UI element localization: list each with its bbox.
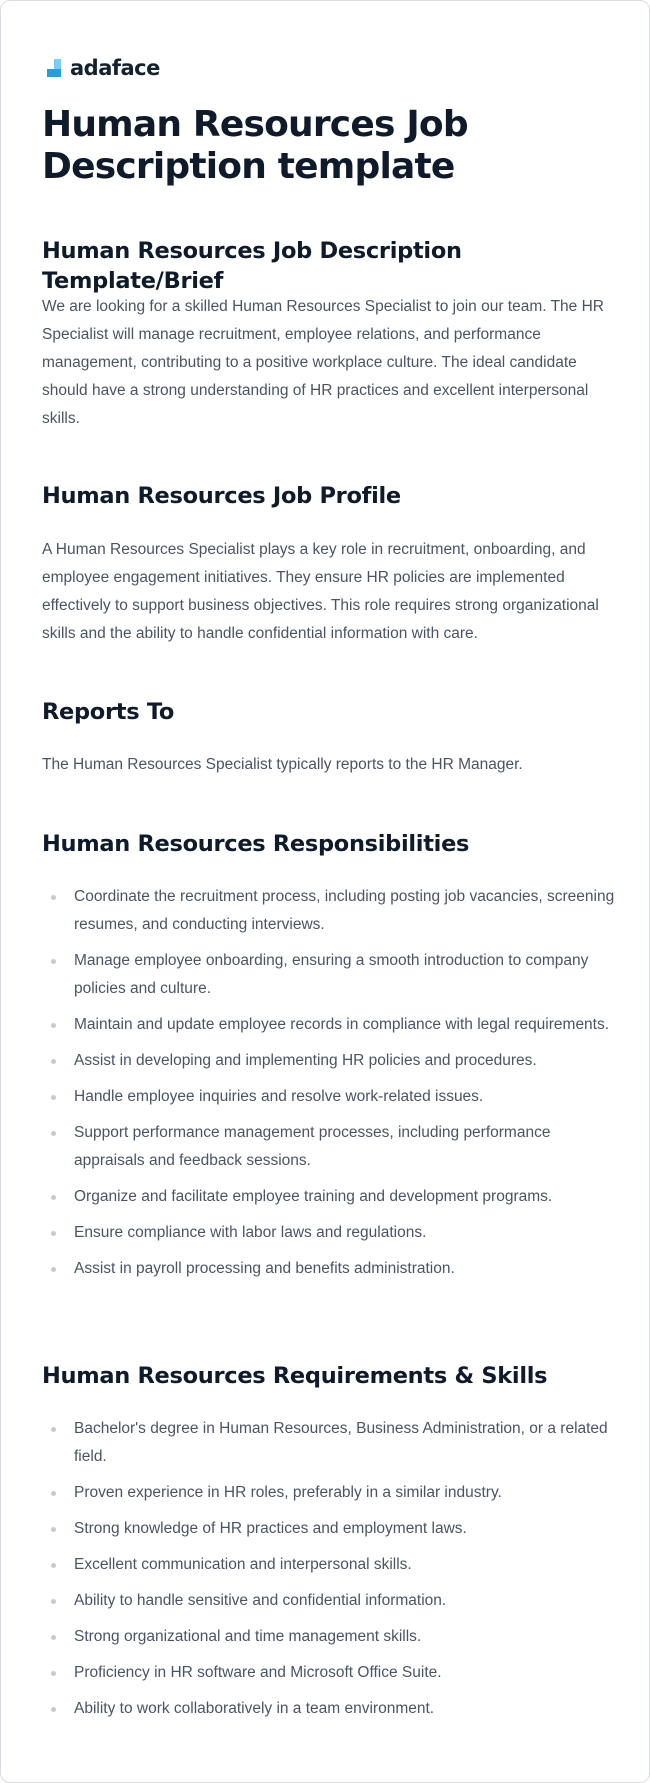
bullet-icon (51, 1427, 56, 1432)
bullet-icon (51, 1671, 56, 1676)
list-item (42, 1415, 617, 1471)
list-item-text: Strong organizational and time management skills. (74, 1628, 422, 1645)
list-item (42, 1587, 617, 1615)
list-item-text: Bachelor's degree in Human Resources, Business Administration, or a related field. (74, 1420, 608, 1465)
list-item (42, 1183, 617, 1211)
bullet-icon (51, 1635, 56, 1640)
bullet-icon (51, 1707, 56, 1712)
list-item (42, 1515, 617, 1543)
reports-to-text: The Human Resources Specialist typically reports to the HR Manager. (42, 756, 523, 773)
list-item (42, 1623, 617, 1651)
list-item-text: Strong knowledge of HR practices and employment laws. (74, 1520, 467, 1537)
bullet-icon (51, 1023, 56, 1028)
brand-name: adaface (70, 56, 160, 80)
list-item-text: Assist in developing and implementing HR policies and procedures. (74, 1052, 537, 1069)
list-item-text: Proven experience in HR roles, preferably in a similar industry. (74, 1484, 502, 1501)
list-item (42, 1255, 617, 1283)
responsibilities-heading: Human Resources Responsibilities (42, 831, 470, 857)
list-item-text: Organize and facilitate employee training and development programs. (74, 1188, 553, 1205)
list-item-text: Maintain and update employee records in compliance with legal requirements. (74, 1016, 610, 1033)
brief-heading: Human Resources Job Description Template/Brief (42, 238, 462, 294)
bullet-icon (51, 1599, 56, 1604)
adaface-logo-icon (47, 57, 67, 79)
list-item-text: Coordinate the recruitment process, including posting job vacancies, screening resumes, and conducting interviews. (74, 888, 615, 933)
list-item (42, 883, 617, 939)
list-item-text: Handle employee inquiries and resolve work-related issues. (74, 1088, 484, 1105)
requirements-list (42, 1415, 617, 1731)
list-item (42, 1219, 617, 1247)
list-item (42, 1083, 617, 1111)
list-item (42, 947, 617, 1003)
bullet-icon (51, 1267, 56, 1272)
profile-heading: Human Resources Job Profile (42, 483, 401, 509)
brand-logo[interactable] (47, 54, 160, 82)
bullet-icon (51, 959, 56, 964)
list-item-text: Ensure compliance with labor laws and regulations. (74, 1224, 427, 1241)
list-item-text: Support performance management processes, including performance appraisals and feedback sessions. (74, 1124, 551, 1169)
list-item-text: Ability to work collaboratively in a team environment. (74, 1700, 435, 1717)
list-item (42, 1047, 617, 1075)
list-item-text: Manage employee onboarding, ensuring a smooth introduction to company policies and culture. (74, 952, 589, 997)
profile-text: A Human Resources Specialist plays a key role in recruitment, onboarding, and employee engagement initiatives. They ensure HR policies are implemented effectively to support business objectives. This role requires strong organizational skills and the ability to handle confidential information with care. (42, 541, 599, 642)
list-item (42, 1695, 617, 1723)
list-item-text: Ability to handle sensitive and confidential information. (74, 1592, 447, 1609)
bullet-icon (51, 1527, 56, 1532)
reports-to-heading: Reports To (42, 699, 175, 725)
brief-text: We are looking for a skilled Human Resources Specialist to join our team. The HR Specialist will manage recruitment, employee relations, and performance management, contributing to a positive workplace culture. The ideal candidate should have a strong understanding of HR practices and excellent interpersonal skills. (42, 298, 604, 427)
bullet-icon (51, 1195, 56, 1200)
list-item-text: Proficiency in HR software and Microsoft Office Suite. (74, 1664, 442, 1681)
bullet-icon (51, 1059, 56, 1064)
list-item-text: Assist in payroll processing and benefits administration. (74, 1260, 455, 1277)
page-title: Human Resources Job Description template (42, 104, 468, 187)
list-item (42, 1119, 617, 1175)
bullet-icon (51, 1231, 56, 1236)
list-item (42, 1659, 617, 1687)
bullet-icon (51, 1131, 56, 1136)
bullet-icon (51, 1491, 56, 1496)
bullet-icon (51, 895, 56, 900)
list-item (42, 1551, 617, 1579)
list-item (42, 1479, 617, 1507)
bullet-icon (51, 1095, 56, 1100)
bullet-icon (51, 1563, 56, 1568)
responsibilities-list (42, 883, 617, 1291)
requirements-heading: Human Resources Requirements & Skills (42, 1363, 548, 1389)
list-item (42, 1011, 617, 1039)
list-item-text: Excellent communication and interpersonal skills. (74, 1556, 412, 1573)
